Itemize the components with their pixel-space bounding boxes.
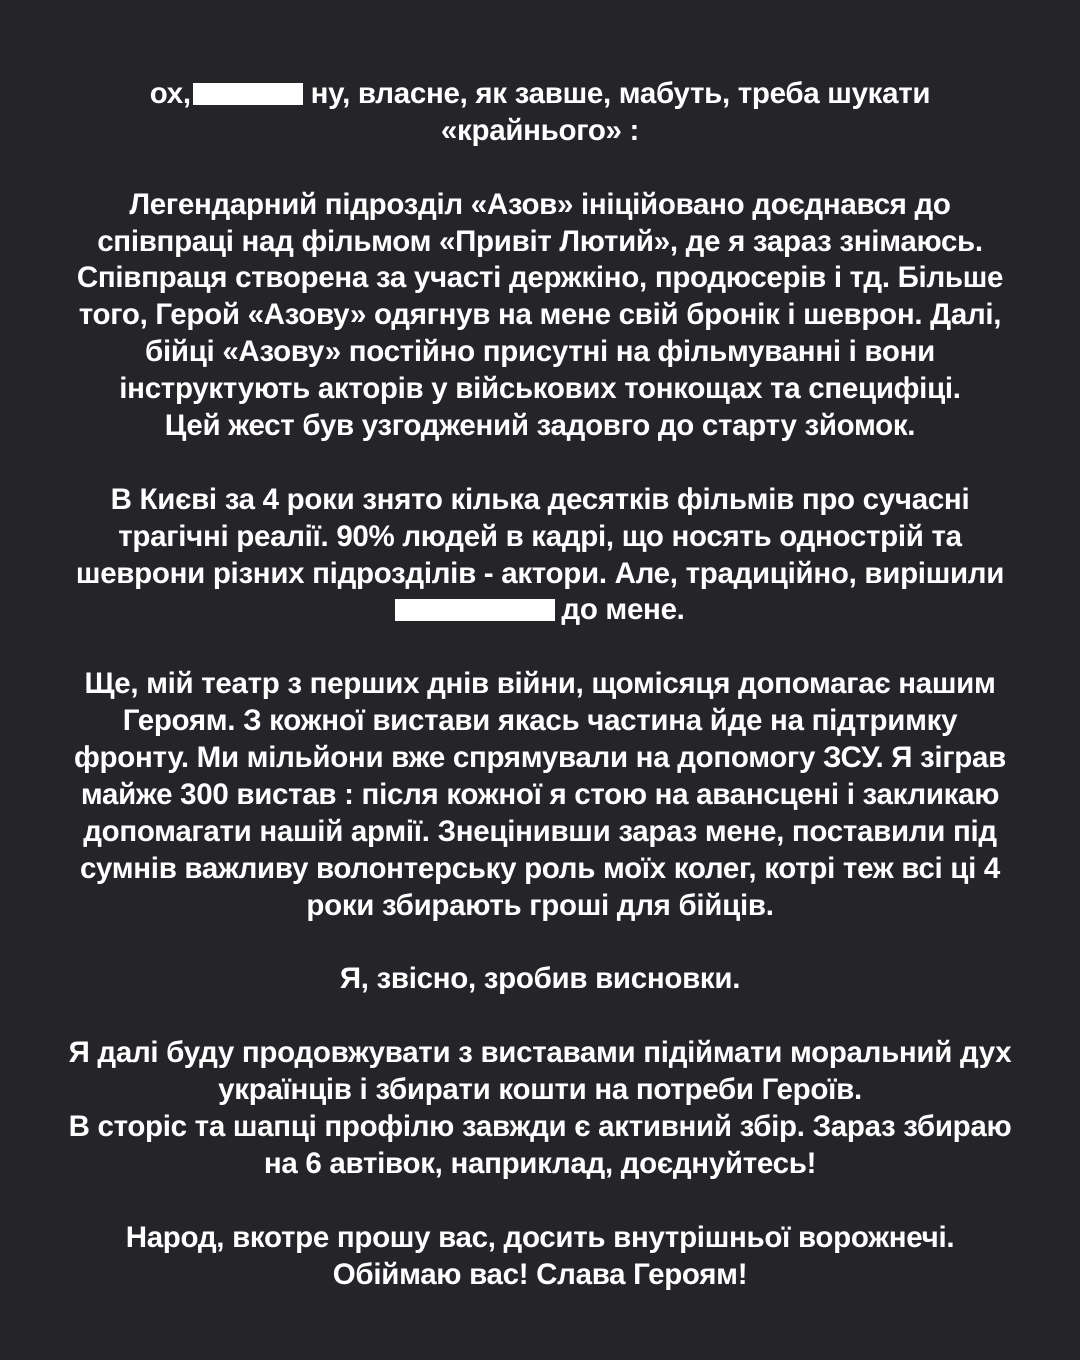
text-line: того, Герой «Азову» одягнув на мене свій бронік і шеврон. Далі, [78, 298, 1002, 332]
story-text [0, 76, 1080, 1293]
text-line: співпраці над фільмом «Привіт Лютий», де я зараз знімаюсь. [97, 224, 983, 258]
text-line: В сторіс та шапці профілю завжди є активний збір. Зараз збираю [68, 1109, 1012, 1143]
text-line: бійці «Азову» постійно присутні на фільмуванні і вони [145, 335, 935, 369]
text-fragment: ох, [149, 77, 191, 110]
text-line: Ще, мій театр з перших днів війни, щомісяця допомагає нашим [84, 667, 996, 701]
text-line: майже 300 вистав : після кожної я стою на авансцені і закликаю [80, 777, 1000, 811]
text-fragment: до мене. [561, 593, 685, 627]
text-line [0, 76, 1080, 113]
text-line: Легендарний підрозділ «Азов» ініційовано доєднався до [129, 187, 951, 221]
paragraph-gap [0, 998, 1080, 1035]
text-line: Героям. З кожної вистави якась частина йде на підтримку [122, 704, 958, 738]
text-line: «крайнього» : [440, 113, 640, 147]
paragraph-gap [0, 150, 1080, 187]
text-line: фронту. Ми мільйони вже спрямували на допомогу ЗСУ. Я зіграв [74, 741, 1006, 775]
text-line: Я, звісно, зробив висновки. [339, 962, 741, 996]
paragraph-gap [0, 1183, 1080, 1220]
text-line: В Києві за 4 роки знято кілька десятків фільмів про сучасні [110, 482, 970, 516]
text-line: допомагати нашій армії. Знецінивши зараз мене, поставили під [83, 814, 997, 848]
text-line: роки збирають гроші для бійців. [306, 888, 774, 922]
text-line: Обіймаю вас! Слава Героям! [332, 1257, 748, 1291]
text-line: Народ, вкотре прошу вас, досить внутрішньої ворожнечі. [125, 1220, 955, 1254]
text-line: на 6 автівок, наприклад, доєднуйтесь! [263, 1146, 817, 1180]
paragraph-gap [0, 629, 1080, 666]
text-fragment: ну, власне, як завше, мабуть, треба шукати [302, 77, 931, 110]
redaction-bar [395, 599, 555, 621]
text-line: Цей жест був узгоджений задовго до старту зйомок. [164, 409, 916, 443]
text-line: сумнів важливу волонтерську роль моїх колег, котрі теж всі ці 4 [79, 851, 1001, 885]
text-line: трагічні реалії. 90% людей в кадрі, що носять однострій та [118, 519, 962, 553]
text-line: шеврони різних підрозділів - актори. Але, традиційно, вирішили [75, 556, 1005, 590]
paragraph-gap [0, 445, 1080, 482]
text-line: Я далі буду продовжувати з виставами підіймати моральний дух [68, 1036, 1012, 1070]
text-line: українців і збирати кошти на потреби Героїв. [218, 1073, 862, 1107]
text-line: Співпраця створена за участі держкіно, продюсерів і тд. Більше [76, 261, 1004, 295]
text-line: інструктують акторів у військових тонкощах та специфіці. [119, 372, 961, 406]
redaction-bar [193, 83, 303, 105]
text-line [0, 592, 1080, 629]
paragraph-gap [0, 924, 1080, 961]
